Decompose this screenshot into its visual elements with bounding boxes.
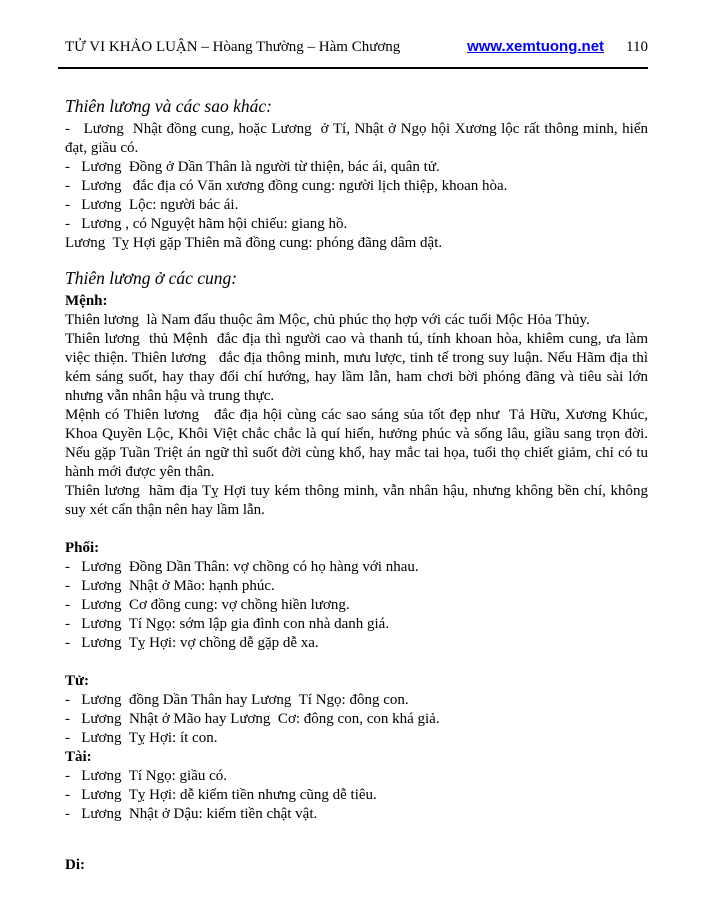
- subsection-label-tai: Tài:: [65, 749, 92, 765]
- header-rule: [58, 67, 648, 69]
- paragraph: Thiên lương hãm địa Tỵ Hợi tuy kém thông minh, vẫn nhân hậu, nhưng không bền chí, không suy xét cẩn thận nên hay lầm lẫn.: [65, 483, 648, 518]
- list-item: - Lương Cơ đồng cung: vợ chồng hiền lương.: [65, 597, 350, 613]
- section-heading: Thiên lương ở các cung:: [65, 268, 238, 288]
- list-item: - Lương Nhật ở Mão hay Lương Cơ: đông con, con khá giả.: [65, 711, 440, 727]
- list-item: - Lương Tí Ngọ: giầu có.: [65, 768, 228, 784]
- paragraph: Mệnh có Thiên lương đắc địa hội cùng các sao sáng sủa tốt đẹp như Tả Hữu, Xương Khúc, Khoa Quyền Lộc, Khôi Việt chắc chắc là quí hiển, hưởng phúc và sống lâu, giầu sang trọn đời. Nếu gặp Tuần Triệt án ngữ thì suốt đời cùng khổ, hay mắc tai họa, tuổi thọ chiết giảm, chỉ có tu hành mới được yên thân.: [65, 407, 648, 480]
- subsection-label-tu: Tử:: [65, 673, 90, 689]
- section-heading: Thiên lương và các sao khác:: [65, 96, 272, 116]
- book-title: TỬ VI KHẢO LUẬN – Hòang Thường – Hàm Chương: [65, 39, 401, 55]
- page-number: 110: [626, 39, 648, 55]
- list-item: - Lương Tỵ Hợi: ít con.: [65, 730, 218, 746]
- list-item: - Lương đồng Dần Thân hay Lương Tí Ngọ: đông con.: [65, 692, 409, 708]
- list-item: - Lương Tỵ Hợi: vợ chồng dễ gặp dễ xa.: [65, 635, 319, 651]
- list-item: - Lương đắc địa có Văn xương đồng cung: người lịch thiệp, khoan hòa.: [65, 178, 508, 194]
- list-item: - Lương Lộc: người bác ái.: [65, 197, 239, 213]
- list-item: - Lương , có Nguyệt hãm hội chiếu: giang hồ.: [65, 216, 348, 232]
- subsection-label-di: Di:: [65, 857, 85, 873]
- list-item: - Lương Nhật ở Mão: hạnh phúc.: [65, 578, 275, 594]
- list-item: - Lương Tỵ Hợi: dễ kiếm tiền nhưng cũng dễ tiêu.: [65, 787, 377, 803]
- subsection-label-menh: Mệnh:: [65, 293, 108, 309]
- list-item: - Lương Nhật ở Dậu: kiếm tiền chật vật.: [65, 806, 318, 822]
- paragraph: Thiên lương là Nam đẩu thuộc âm Mộc, chủ phúc thọ hợp với các tuổi Mộc Hỏa Thủy.: [65, 312, 590, 328]
- section-palaces: [65, 267, 648, 875]
- closing-line: Lương Tỵ Hợi gặp Thiên mã đồng cung: phóng đãng dâm dật.: [65, 235, 443, 251]
- paragraph: Thiên lương thủ Mệnh đắc địa thì người cao và thanh tú, tính khoan hòa, khiêm cung, ưa làm việc thiện. Thiên lương đắc địa thông minh, mưu lược, tinh tế trong suy luận. Nếu Hãm địa thì kém sáng suốt, hay thay đổi chí hướng, hay lầm lẫn, ham chơi bời phóng đãng và tiêu sài lớn nhưng vẫn nhân hậu và trung thực.: [65, 331, 648, 404]
- subsection-label-phoi: Phối:: [65, 540, 100, 556]
- page-header: [65, 38, 648, 56]
- website-link[interactable]: www.xemtuong.net: [467, 38, 605, 55]
- section-other-stars: [65, 95, 648, 253]
- list-item: - Lương Đồng ở Dần Thân là người từ thiện, bác ái, quân tử.: [65, 159, 440, 175]
- list-item: - Lương Nhật đồng cung, hoặc Lương ở Tí, Nhật ở Ngọ hội Xương lộc rất thông minh, hiển đạt, giầu có.: [65, 121, 648, 156]
- list-item: - Lương Đồng Dần Thân: vợ chồng có họ hàng với nhau.: [65, 559, 419, 575]
- list-item: - Lương Tí Ngọ: sớm lập gia đình con nhà danh giá.: [65, 616, 390, 632]
